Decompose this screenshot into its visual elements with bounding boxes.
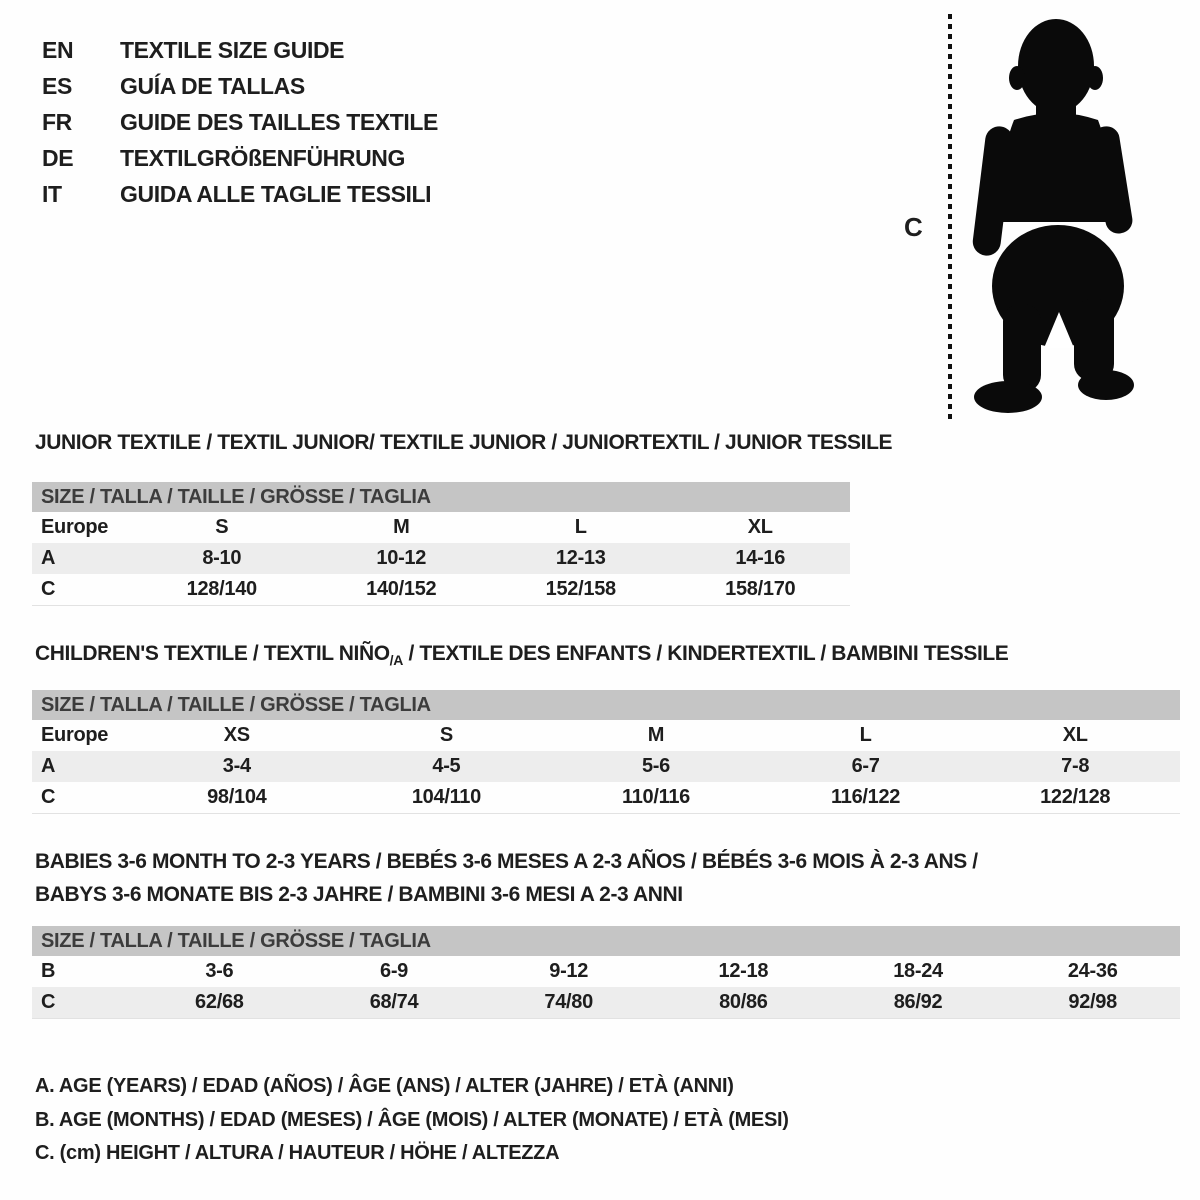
table-cell: 3-4 xyxy=(222,755,251,777)
table-cell: 10-12 xyxy=(376,547,427,569)
list-item xyxy=(42,32,438,68)
table-cell: 6-9 xyxy=(380,960,409,982)
table-cell: 158/170 xyxy=(725,578,796,600)
table-cell: 18-24 xyxy=(893,960,943,982)
table-cell: 6-7 xyxy=(851,755,880,777)
table-cell: XL xyxy=(1062,724,1088,746)
table-row xyxy=(32,512,850,543)
guide-title: TEXTILGRÖßENFÜHRUNG xyxy=(120,144,405,171)
table-cell: 7-8 xyxy=(1061,755,1090,777)
table-row xyxy=(32,782,1180,813)
list-item xyxy=(42,176,438,212)
table-row xyxy=(32,574,850,605)
row-label: A xyxy=(41,755,56,777)
table-row xyxy=(32,956,1180,987)
babies-section-title xyxy=(35,845,978,911)
table-cell: 68/74 xyxy=(369,991,419,1013)
table-cell: 24-36 xyxy=(1067,960,1118,982)
table-cell: 152/158 xyxy=(545,578,616,600)
size-header-bar: SIZE / TALLA / TAILLE / GRÖSSE / TAGLIA xyxy=(32,482,850,512)
list-item xyxy=(42,104,438,140)
legend-line-b: B. AGE (MONTHS) / EDAD (MESES) / ÂGE (MOIS) / ALTER (MONATE) / ETÀ (MESI) xyxy=(35,1108,789,1131)
row-label: A xyxy=(41,547,56,569)
row-label: C xyxy=(41,991,56,1013)
table-cell: 128/140 xyxy=(186,578,257,600)
table-cell: 80/86 xyxy=(719,991,768,1013)
table-cell: M xyxy=(647,724,665,746)
table-cell: XL xyxy=(747,516,773,538)
language-code: IT xyxy=(42,180,62,207)
measurement-legend xyxy=(35,1070,789,1171)
junior-size-table xyxy=(32,482,850,606)
table-cell: 12-13 xyxy=(555,547,606,569)
babies-title-line1: BABIES 3-6 MONTH TO 2-3 YEARS / BEBÉS 3-6 MESES A 2-3 AÑOS / BÉBÉS 3-6 MOIS À 2-3 ANS / xyxy=(35,850,978,873)
table-cell: 92/98 xyxy=(1068,991,1117,1013)
table-row xyxy=(32,987,1180,1018)
table-cell: 140/152 xyxy=(366,578,437,600)
children-title-post: / TEXTILE DES ENFANTS / KINDERTEXTIL / BAMBINI TESSILE xyxy=(403,642,1009,665)
table-cell: 86/92 xyxy=(893,991,943,1013)
table-cell: 98/104 xyxy=(207,786,267,808)
junior-section-title: JUNIOR TEXTILE / TEXTIL JUNIOR/ TEXTILE JUNIOR / JUNIORTEXTIL / JUNIOR TESSILE xyxy=(35,431,893,454)
size-header-bar: SIZE / TALLA / TAILLE / GRÖSSE / TAGLIA xyxy=(32,926,1180,956)
height-marker-label: C xyxy=(904,212,923,242)
children-section-title xyxy=(35,642,1008,668)
language-code: DE xyxy=(42,144,74,171)
table-cell: 12-18 xyxy=(718,960,769,982)
table-row xyxy=(32,751,1180,782)
guide-title: TEXTILE SIZE GUIDE xyxy=(120,36,345,63)
table-cell: 62/68 xyxy=(195,991,244,1013)
table-cell: 74/80 xyxy=(544,991,593,1013)
list-item xyxy=(42,68,438,104)
babies-size-table xyxy=(32,926,1180,1019)
babies-title-line2: BABYS 3-6 MONATE BIS 2-3 JAHRE / BAMBINI 3-6 MESI A 2-3 ANNI xyxy=(35,883,683,906)
table-cell: 3-6 xyxy=(205,960,234,982)
table-cell: S xyxy=(439,724,453,746)
row-label: Europe xyxy=(41,516,109,538)
language-code: FR xyxy=(42,108,72,135)
table-cell: 8-10 xyxy=(202,547,242,569)
table-cell: L xyxy=(574,516,587,538)
table-row xyxy=(32,543,850,574)
table-cell: 5-6 xyxy=(641,755,670,777)
children-size-table xyxy=(32,690,1180,814)
language-title-list xyxy=(42,32,438,212)
baby-silhouette-icon xyxy=(962,14,1144,420)
table-row xyxy=(32,720,1180,751)
table-cell: 116/122 xyxy=(831,786,901,808)
guide-title: GUIDA ALLE TAGLIE TESSILI xyxy=(120,180,432,207)
row-label: B xyxy=(41,960,56,982)
table-cell: 14-16 xyxy=(735,547,786,569)
table-cell: 122/128 xyxy=(1040,786,1111,808)
row-label: Europe xyxy=(41,724,109,746)
table-cell: 9-12 xyxy=(549,960,589,982)
table-cell: 4-5 xyxy=(432,755,461,777)
children-title-subscript: /A xyxy=(389,652,404,668)
legend-line-c: C. (cm) HEIGHT / ALTURA / HAUTEUR / HÖHE / ALTEZZA xyxy=(35,1142,560,1164)
children-title-pre: CHILDREN'S TEXTILE / TEXTIL NIÑO xyxy=(35,642,390,665)
size-header-bar: SIZE / TALLA / TAILLE / GRÖSSE / TAGLIA xyxy=(32,690,1180,720)
table-cell: 104/110 xyxy=(411,786,481,808)
table-cell: XS xyxy=(223,724,250,746)
legend-line-a: A. AGE (YEARS) / EDAD (AÑOS) / ÂGE (ANS) / ALTER (JAHRE) / ETÀ (ANNI) xyxy=(35,1075,734,1097)
table-cell: L xyxy=(859,724,872,746)
guide-title: GUÍA DE TALLAS xyxy=(120,72,305,99)
table-cell: 110/116 xyxy=(621,786,690,808)
height-marker-line xyxy=(948,14,952,420)
table-cell: S xyxy=(215,516,229,538)
row-label: C xyxy=(41,786,56,808)
language-code: ES xyxy=(42,72,72,99)
language-code: EN xyxy=(42,36,74,63)
row-label: C xyxy=(41,578,56,600)
table-cell: M xyxy=(393,516,410,538)
guide-title: GUIDE DES TAILLES TEXTILE xyxy=(120,108,438,135)
list-item xyxy=(42,140,438,176)
